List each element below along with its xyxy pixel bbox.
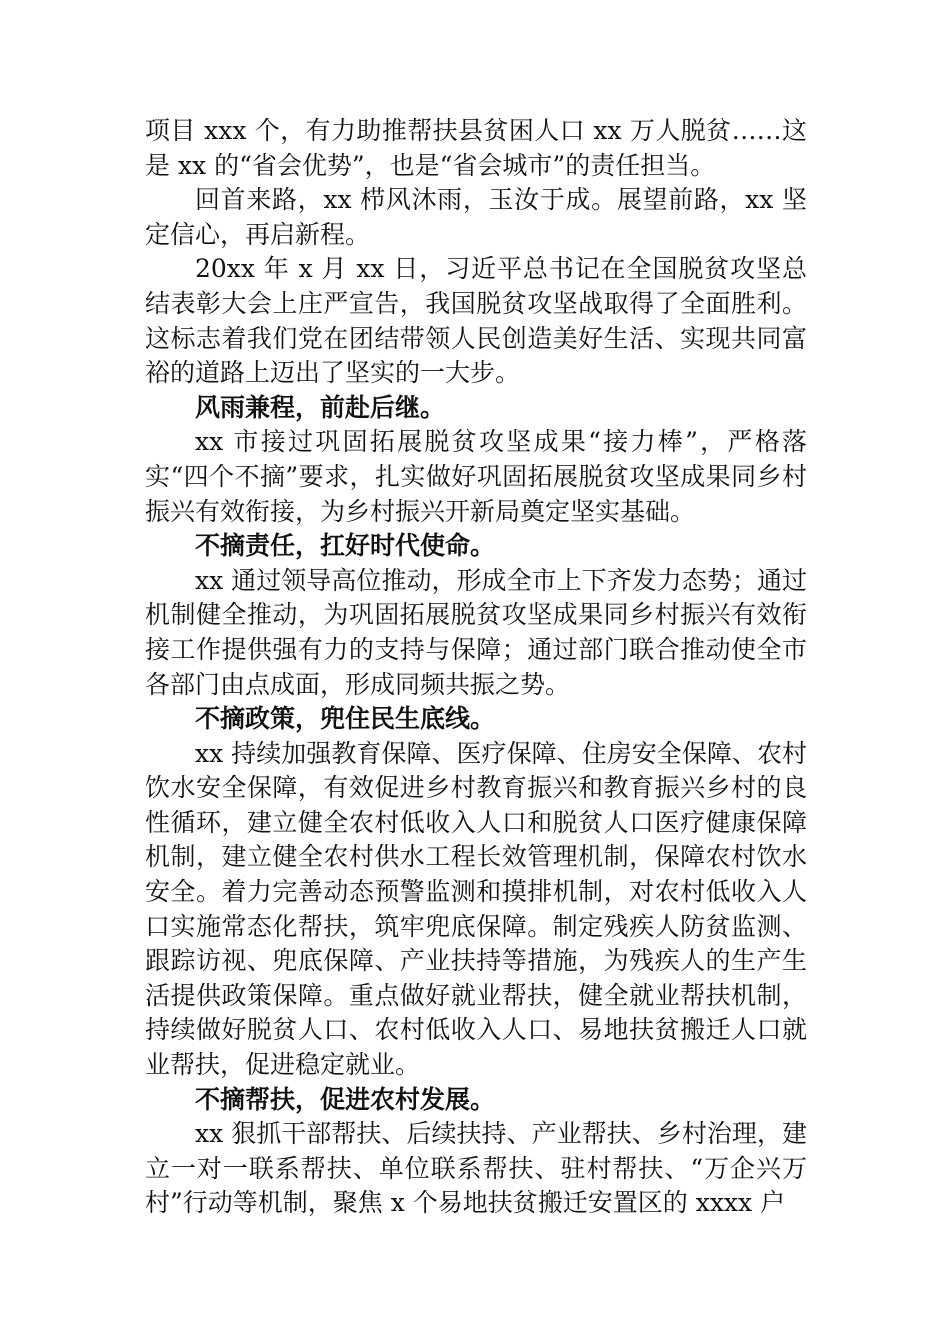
paragraph-assistance: xx 狠抓干部帮扶、后续扶持、产业帮扶、乡村治理，建立一对一联系帮扶、单位联系帮扶、驻村帮扶、“万企兴万村”行动等机制，聚焦 x 个易地扶贫搬迁安置区的 xxxx 户 [145, 1119, 807, 1218]
paragraph-relay-baton: xx 市接过巩固拓展脱贫攻坚成果“接力棒”，严格落实“四个不摘”要求，扎实做好巩固拓展脱贫攻坚成果同乡村振兴有效衔接，为乡村振兴开新局奠定坚实基础。 [145, 427, 807, 526]
paragraph-responsibility: xx 通过领导高位推动，形成全市上下齐发力态势；通过机制健全推动，为巩固拓展脱贫攻坚成果同乡村振兴有效衔接工作提供强有力的支持与保障；通过部门联合推动使全市各部门由点成面，形成同频共振之势。 [145, 565, 807, 699]
section-heading-responsibility: 不摘责任，扛好时代使命。 [195, 531, 496, 561]
section-heading-assistance: 不摘帮扶，促进农村发展。 [195, 1084, 496, 1114]
section-heading-policy: 不摘政策，兜住民生底线。 [195, 704, 496, 734]
paragraph-policy: xx 持续加强教育保障、医疗保障、住房安全保障、农村饮水安全保障，有效促进乡村教育振兴和教育振兴乡村的良性循环，建立健全农村低收入人口和脱贫人口医疗健康保障机制，建立健全农村供水工程长效管理机制，保障农村饮水安全。着力完善动态预警监测和摸排机制，对农村低收入人口实施常态化帮扶，筑牢兜底保障。制定残疾人防贫监测、跟踪访视、兜底保障、产业扶持等措施，为残疾人的生产生活提供政策保障。重点做好就业帮扶，健全就业帮扶机制，持续做好脱贫人口、农村低收入人口、易地扶贫搬迁人口就业帮扶，促进稳定就业。 [145, 738, 807, 1080]
document-body [145, 114, 807, 1221]
paragraph-intro-continuation: 项目 xxx 个，有力助推帮扶县贫困人口 xx 万人脱贫……这是 xx 的“省会优势”，也是“省会城市”的责任担当。 [145, 116, 807, 180]
paragraph-look-back: 回首来路，xx 栉风沐雨，玉汝于成。展望前路，xx 坚定信心，再启新程。 [145, 185, 807, 249]
paragraph-victory-announcement: 20xx 年 x 月 xx 日，习近平总书记在全国脱贫攻坚总结表彰大会上庄严宣告，我国脱贫攻坚战取得了全面胜利。这标志着我们党在团结带领人民创造美好生活、实现共同富裕的道路上迈出了坚实的一大步。 [145, 254, 807, 388]
section-heading-forge-ahead: 风雨兼程，前赴后继。 [195, 392, 446, 422]
